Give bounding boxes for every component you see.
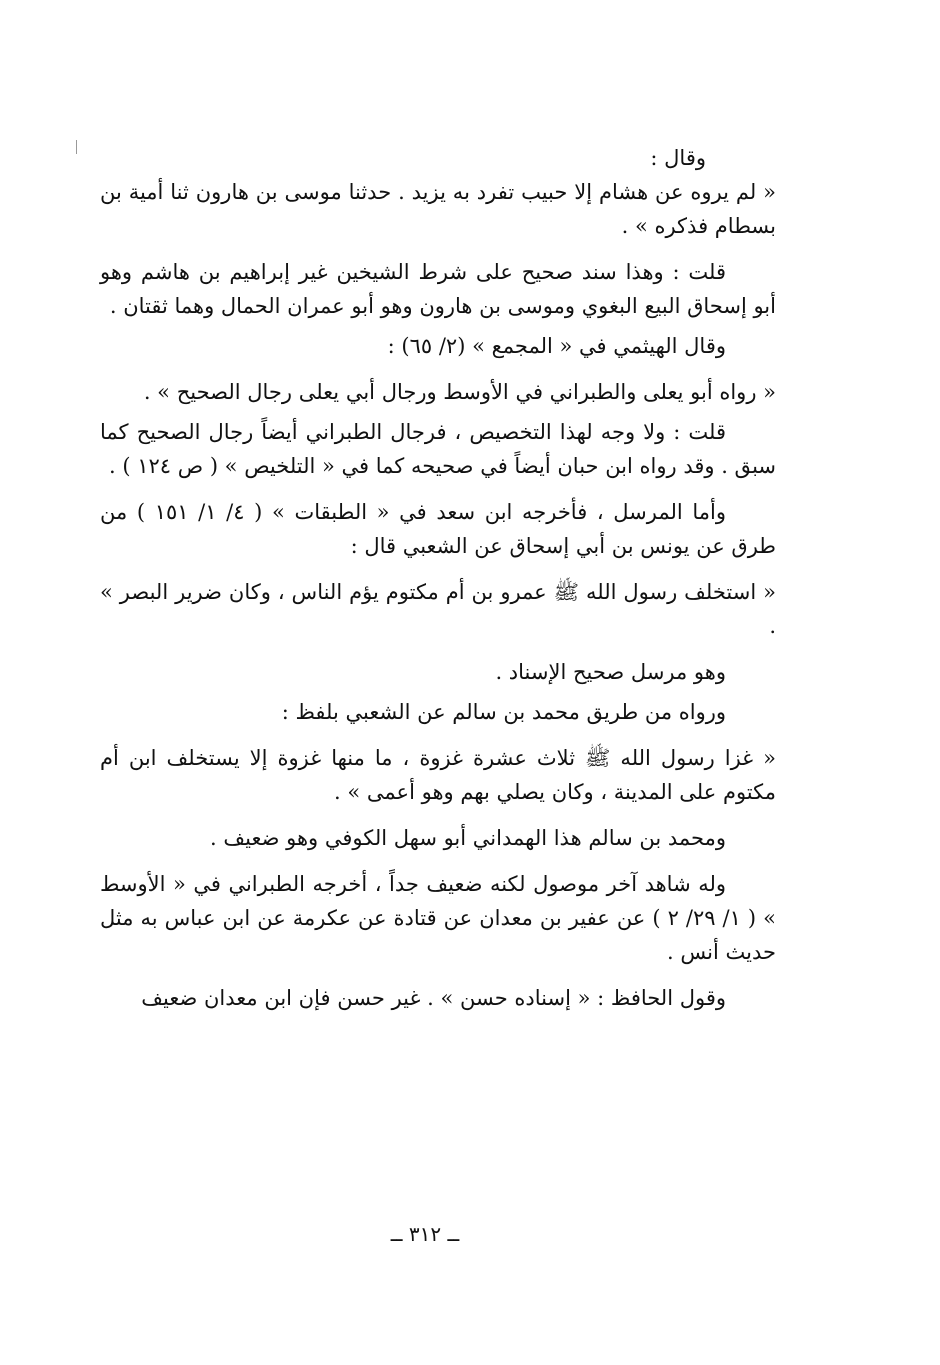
paragraph-5: « رواه أبو يعلى والطبراني في الأوسط ورجال أبي يعلى رجال الصحيح » . [143, 380, 776, 404]
margin-mark [76, 140, 77, 154]
paragraph-12: ومحمد بن سالم هذا الهمداني أبو سهل الكوفي وهو ضعيف . [210, 826, 726, 850]
paragraph-2: « لم يروه عن هشام إلا حبيب تفرد به يزيد . حدثنا موسى بن هارون ثنا أمية بن بسطام فذكره » . [100, 180, 776, 238]
paragraph-3: قلت : وهذا سند صحيح على شرط الشيخين غير إبراهيم بن هاشم وهو أبو إسحاق البيع البغوي وموسى بن هارون وهو أبو عمران الحمال وهما ثقتان . [100, 260, 776, 318]
paragraph-9: وهو مرسل صحيح الإسناد . [495, 660, 726, 684]
paragraph-14: وقول الحافظ : « إسناده حسن » . غير حسن فإن ابن معدان ضعيف [141, 986, 726, 1010]
paragraph-10: ورواه من طريق محمد بن سالم عن الشعبي بلفظ : [281, 700, 726, 724]
body-text [100, 141, 776, 1015]
paragraph-6: قلت : ولا وجه لهذا التخصيص ، فرجال الطبراني أيضاً رجال الصحيح كما سبق . وقد رواه ابن حبان أيضاً في صحيحه كما في « التلخيص » ( ص ١٢٤ ) . [100, 420, 776, 478]
paragraph-1: وقال : [650, 146, 706, 170]
paragraph-13: وله شاهد آخر موصول لكنه ضعيف جداً ، أخرجه الطبراني في « الأوسط » ( ١/ ٢٩/ ٢ ) عن عفير بن معدان عن قتادة عن عكرمة عن ابن عباس به مثل حديث أنس . [100, 872, 776, 964]
paragraph-7: وأما المرسل ، فأخرجه ابن سعد في « الطبقات » ( ٤/ ١/ ١٥١ ) من طرق عن يونس بن أبي إسحاق عن الشعبي قال : [100, 500, 776, 558]
paragraph-11: « غزا رسول الله ﷺ ثلاث عشرة غزوة ، ما منها غزوة إلا يستخلف ابن أم مكتوم على المدينة ، وكان يصلي بهم وهو أعمى » . [100, 746, 776, 804]
paragraph-4: وقال الهيثمي في « المجمع » (٢/ ٦٥) : [387, 334, 726, 358]
paragraph-8: « استخلف رسول الله ﷺ عمرو بن أم مكتوم يؤم الناس ، وكان ضرير البصر » . [100, 580, 776, 638]
page-number: ــ ٣١٢ ــ [390, 1222, 460, 1246]
